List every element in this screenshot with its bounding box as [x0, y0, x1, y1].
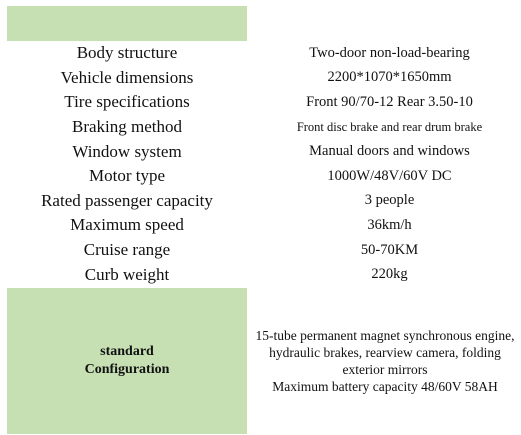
spec-value: 3 people [364, 192, 415, 209]
spec-label: Window system [72, 141, 182, 161]
spec-value: Front 90/70-12 Rear 3.50-10 [306, 93, 473, 110]
spec-label: Maximum speed [70, 215, 184, 235]
spec-value: 1000W/48V/60V DC [327, 167, 452, 184]
spec-value: 2200*1070*1650mm [327, 69, 452, 86]
spec-label: Tire specifications [64, 92, 190, 112]
table-row [0, 66, 521, 91]
table-row [0, 262, 521, 287]
table-row [0, 115, 521, 140]
spec-value: Two-door non-load-bearing [309, 44, 470, 61]
spec-label: Motor type [88, 166, 166, 186]
config-line: hydraulic brakes, rearview camera, folding [269, 345, 501, 360]
spec-label: Curb weight [84, 264, 170, 284]
table-row [0, 90, 521, 115]
table-row [0, 164, 521, 189]
table-row [0, 213, 521, 238]
table-row [0, 189, 521, 214]
spec-label: Body structure [76, 43, 178, 63]
table-row [0, 41, 521, 66]
spec-label: Braking method [71, 117, 182, 137]
header-green-cell [7, 6, 247, 41]
spec-label: Rated passenger capacity [41, 190, 213, 210]
config-line: Maximum battery capacity 48/60V 58AH [272, 379, 498, 394]
spec-value: Manual doors and windows [309, 143, 470, 160]
spec-value: Front disc brake and rear drum brake [296, 119, 483, 134]
config-line: 15-tube permanent magnet synchronous engine, [255, 328, 515, 343]
spec-value: 220kg [371, 266, 408, 283]
spec-label: Cruise range [83, 240, 171, 260]
table-row [0, 238, 521, 263]
config-label-cell [7, 288, 247, 434]
config-label-line1: standard [100, 344, 154, 359]
table-row [0, 139, 521, 164]
spec-value: 36km/h [367, 216, 412, 233]
config-line: exterior mirrors [342, 362, 428, 377]
spec-table [0, 41, 521, 287]
config-label-line2: Configuration [84, 362, 170, 377]
config-value-cell [252, 288, 518, 434]
spec-value: 50-70KM [360, 241, 419, 258]
spec-label: Vehicle dimensions [60, 67, 194, 87]
